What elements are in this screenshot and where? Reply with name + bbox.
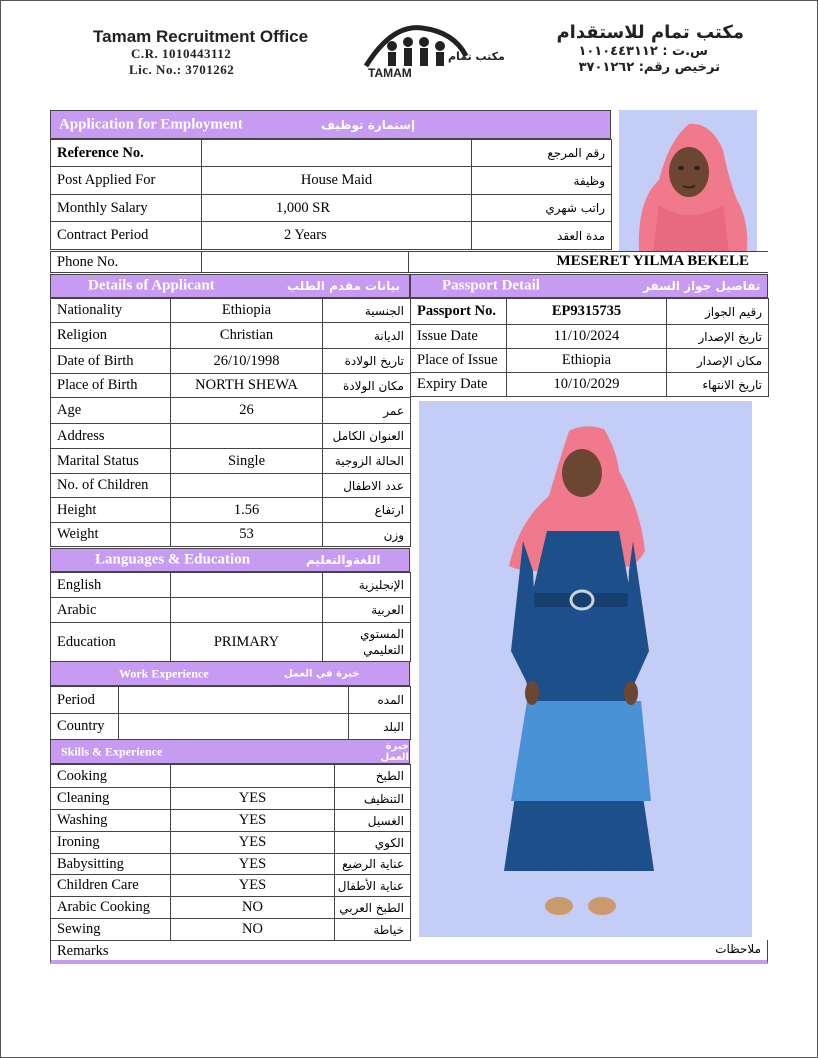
- table-row: [51, 897, 411, 919]
- cleaning-value: YES: [171, 788, 335, 810]
- work-table: [50, 686, 411, 740]
- logo-text-en: TAMAM: [368, 66, 412, 80]
- languages-band: [50, 548, 410, 572]
- post-value: House Maid: [202, 167, 472, 195]
- skills-band: [50, 739, 410, 764]
- children-care-label: Children Care: [51, 875, 171, 897]
- arabic-label: Arabic: [51, 598, 171, 623]
- contract-label-ar: مدة العقد: [472, 222, 612, 250]
- profile-photo: [619, 110, 757, 251]
- passport-table: [410, 298, 769, 397]
- ironing-label: Ironing: [51, 832, 171, 854]
- passport-band: [410, 274, 768, 298]
- reference-value: [202, 140, 472, 167]
- babysitting-label: Babysitting: [51, 854, 171, 875]
- passport-title-ar: تفاصيل جواز السفر: [643, 279, 761, 293]
- table-row: [51, 222, 612, 250]
- table-row: [411, 349, 769, 373]
- phone-divider: [408, 251, 409, 273]
- applicant-title-en: Details of Applicant: [88, 277, 215, 294]
- table-row: [51, 714, 411, 740]
- religion-label: Religion: [51, 323, 171, 349]
- table-row: [51, 598, 411, 623]
- contract-value: 2 Years: [202, 222, 472, 250]
- height-value: 1.56: [171, 498, 323, 523]
- skills-title-ar: خبرة العمل: [380, 740, 409, 763]
- application-band: [50, 110, 611, 139]
- work-title-ar: خبرة في العمل: [284, 668, 360, 679]
- period-label-ar: المده: [349, 687, 411, 714]
- table-row: [411, 373, 769, 397]
- work-band: [50, 661, 410, 686]
- expiry-label-ar: تاريخ الانتهاء: [667, 373, 769, 397]
- application-table: [50, 139, 612, 250]
- languages-title-en: Languages & Education: [95, 551, 251, 568]
- table-row: [51, 424, 411, 449]
- full-body-photo: [419, 401, 752, 937]
- table-row: [51, 195, 612, 222]
- reference-label: Reference No.: [51, 140, 202, 167]
- sewing-label: Sewing: [51, 919, 171, 941]
- english-value: [171, 573, 323, 598]
- table-row: [51, 374, 411, 398]
- remarks-label-ar: ملاحظات: [715, 942, 761, 956]
- babysitting-label-ar: عناية الرضيع: [335, 854, 411, 875]
- expiry-label: Expiry Date: [411, 373, 507, 397]
- dob-label-ar: تاريخ الولادة: [323, 349, 411, 374]
- salary-label-ar: راتب شهري: [472, 195, 612, 222]
- age-label-ar: عمر: [323, 398, 411, 424]
- table-row: [51, 765, 411, 788]
- pob-label: Place of Birth: [51, 374, 171, 398]
- post-label: Post Applied For: [51, 167, 202, 195]
- cr-number-en: C.R. 1010443112: [131, 46, 232, 61]
- pob-label-ar: مكان الولادة: [323, 374, 411, 398]
- cooking-label: Cooking: [51, 765, 171, 788]
- salary-value: 1,000 SR: [202, 195, 472, 222]
- ironing-label-ar: الكوي: [335, 832, 411, 854]
- sewing-value: NO: [171, 919, 335, 941]
- tamam-logo: [362, 22, 505, 80]
- applicant-full-name: MESERET YILMA BEKELE: [556, 253, 749, 269]
- nationality-value: Ethiopia: [171, 299, 323, 323]
- dob-label: Date of Birth: [51, 349, 171, 374]
- remarks-row: [50, 940, 768, 964]
- sewing-label-ar: خياطة: [335, 919, 411, 941]
- table-row: [51, 875, 411, 897]
- application-title-en: Application for Employment: [59, 116, 243, 132]
- nationality-label-ar: الجنسية: [323, 299, 411, 323]
- table-row: [51, 919, 411, 941]
- passport-no-label: Passport No.: [411, 299, 507, 325]
- table-row: [51, 788, 411, 810]
- place-issue-label: Place of Issue: [411, 349, 507, 373]
- passport-no-value: EP9315735: [507, 299, 667, 325]
- table-row: [51, 810, 411, 832]
- salary-label: Monthly Salary: [51, 195, 202, 222]
- applicant-band: [50, 274, 410, 298]
- application-title-ar: إستمارة توظيف: [321, 117, 416, 132]
- table-row: [51, 523, 411, 547]
- weight-label-ar: وزن: [323, 523, 411, 547]
- languages-table: [50, 572, 411, 662]
- table-row: [411, 299, 769, 325]
- arabic-value: [171, 598, 323, 623]
- period-value: [119, 687, 349, 714]
- license-number-en: Lic. No.: 3701262: [129, 62, 235, 77]
- table-row: [51, 140, 612, 167]
- english-label-ar: الإنجليزية: [323, 573, 411, 598]
- table-row: [51, 349, 411, 374]
- washing-value: YES: [171, 810, 335, 832]
- cleaning-label-ar: التنظيف: [335, 788, 411, 810]
- arabic-cooking-label: Arabic Cooking: [51, 897, 171, 919]
- table-row: [51, 474, 411, 498]
- expiry-value: 10/10/2029: [507, 373, 667, 397]
- children-value: [171, 474, 323, 498]
- cooking-value: [171, 765, 335, 788]
- country-label-ar: البلد: [349, 714, 411, 740]
- office-name-en: Tamam Recruitment Office: [93, 27, 309, 46]
- skills-title-en: Skills & Experience: [61, 744, 163, 758]
- children-label: No. of Children: [51, 474, 171, 498]
- weight-label: Weight: [51, 523, 171, 547]
- phone-label: Phone No.: [57, 254, 119, 270]
- table-row: [51, 832, 411, 854]
- marital-label-ar: الحالة الزوجية: [323, 449, 411, 474]
- table-row: [51, 449, 411, 474]
- height-label: Height: [51, 498, 171, 523]
- place-issue-value: Ethiopia: [507, 349, 667, 373]
- washing-label-ar: الغسيل: [335, 810, 411, 832]
- children-care-value: YES: [171, 875, 335, 897]
- address-value: [171, 424, 323, 449]
- religion-value: Christian: [171, 323, 323, 349]
- table-row: [51, 573, 411, 598]
- table-row: [51, 687, 411, 714]
- skills-table: [50, 764, 411, 941]
- applicant-table: [50, 298, 411, 547]
- contract-label: Contract Period: [51, 222, 202, 250]
- education-label-ar: المستوي التعليمي: [323, 623, 411, 662]
- post-label-ar: وظيفة: [472, 167, 612, 195]
- cooking-label-ar: الطبخ: [335, 765, 411, 788]
- table-row: [51, 498, 411, 523]
- issue-date-label-ar: تاريخ الإصدار: [667, 325, 769, 349]
- period-label: Period: [51, 687, 119, 714]
- education-label: Education: [51, 623, 171, 662]
- ironing-value: YES: [171, 832, 335, 854]
- marital-value: Single: [171, 449, 323, 474]
- education-value: PRIMARY: [171, 623, 323, 662]
- place-issue-label-ar: مكان الإصدار: [667, 349, 769, 373]
- passport-title-en: Passport Detail: [442, 277, 540, 294]
- applicant-title-ar: بيانات مقدم الطلب: [287, 279, 401, 293]
- country-label: Country: [51, 714, 119, 740]
- table-row: [411, 325, 769, 349]
- remarks-label: Remarks: [57, 943, 109, 959]
- issue-date-label: Issue Date: [411, 325, 507, 349]
- age-label: Age: [51, 398, 171, 424]
- address-label-ar: العنوان الكامل: [323, 424, 411, 449]
- english-label: English: [51, 573, 171, 598]
- arabic-label-ar: العربية: [323, 598, 411, 623]
- office-name-ar: مكتب تمام للاستقدام: [556, 22, 744, 43]
- height-label-ar: ارتفاع: [323, 498, 411, 523]
- passport-no-label-ar: رقيم الجواز: [667, 299, 769, 325]
- license-number-ar: ترخيص رقم: ٣٧٠١٢٦٢: [578, 60, 720, 75]
- table-row: [51, 167, 612, 195]
- children-label-ar: عدد الاطفال: [323, 474, 411, 498]
- arabic-cooking-value: NO: [171, 897, 335, 919]
- reference-label-ar: رقم المرجع: [472, 140, 612, 167]
- washing-label: Washing: [51, 810, 171, 832]
- nationality-label: Nationality: [51, 299, 171, 323]
- country-value: [119, 714, 349, 740]
- religion-label-ar: الديانة: [323, 323, 411, 349]
- cr-number-ar: س.ت : ١٠١٠٤٤٣١١٢: [578, 44, 708, 59]
- children-care-label-ar: عناية الأطفال: [335, 875, 411, 897]
- table-row: [51, 323, 411, 349]
- issue-date-value: 11/10/2024: [507, 325, 667, 349]
- cleaning-label: Cleaning: [51, 788, 171, 810]
- table-row: [51, 398, 411, 424]
- pob-value: NORTH SHEWA: [171, 374, 323, 398]
- languages-title-ar: اللغةوالتعليم: [306, 553, 381, 567]
- table-row: [51, 299, 411, 323]
- address-label: Address: [51, 424, 171, 449]
- age-value: 26: [171, 398, 323, 424]
- babysitting-value: YES: [171, 854, 335, 875]
- logo-text-ar: مكتب تمام: [448, 50, 505, 63]
- marital-label: Marital Status: [51, 449, 171, 474]
- work-title-en: Work Experience: [119, 666, 209, 680]
- dob-value: 26/10/1998: [171, 349, 323, 374]
- table-row: [51, 854, 411, 875]
- weight-value: 53: [171, 523, 323, 547]
- table-row: [51, 623, 411, 662]
- arabic-cooking-label-ar: الطبخ العربي: [335, 897, 411, 919]
